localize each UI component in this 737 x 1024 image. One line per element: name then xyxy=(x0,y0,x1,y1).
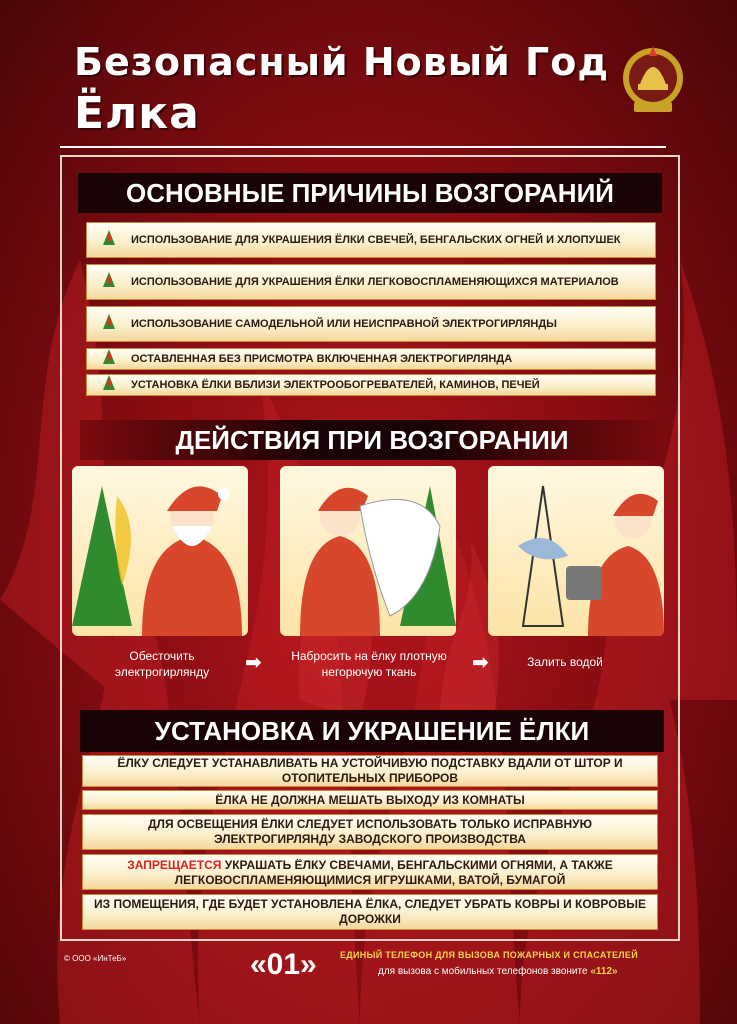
forbid-text: УКРАШАТЬ ЁЛКУ СВЕЧАМИ, БЕНГАЛЬСКИМИ ОГНЯМИ, А ТАКЖЕ ЛЕГКОВОСПЛАМЕНЯЮЩИМИСЯ ИГРУШКАМИ, ВАТОЙ, БУМАГОЙ xyxy=(174,858,613,887)
santa-unplug-icon xyxy=(72,466,248,636)
poster-number: «01» xyxy=(250,948,317,981)
flame-tree-icon xyxy=(100,271,118,289)
title-divider xyxy=(60,146,666,148)
install-rule-forbid xyxy=(82,854,658,890)
action-caption-3: Залить водой xyxy=(527,655,603,669)
action-illustration-cover xyxy=(280,466,456,636)
flame-tree-icon xyxy=(100,348,118,366)
cause-text: ИСПОЛЬЗОВАНИЕ САМОДЕЛЬНОЙ ИЛИ НЕИСПРАВНОЙ ЭЛЕКТРОГИРЛЯНДЫ xyxy=(131,318,557,330)
emergency-phone-line: ЕДИНЫЙ ТЕЛЕФОН ДЛЯ ВЫЗОВА ПОЖАРНЫХ И СПАСАТЕЛЕЙ xyxy=(340,950,638,960)
mobile-phone-number: «112» xyxy=(590,966,618,977)
cause-item xyxy=(86,374,656,396)
action-caption-2: Набросить на ёлку плотную негорючую ткань xyxy=(291,649,447,679)
actions-heading: ДЕЙСТВИЯ ПРИ ВОЗГОРАНИИ xyxy=(80,420,664,460)
action-caption-1: Обесточить электрогирлянду xyxy=(114,649,210,679)
copyright: © ООО «ИнТеБ» xyxy=(64,954,127,963)
cause-item xyxy=(86,306,656,342)
cause-text: ИСПОЛЬЗОВАНИЕ ДЛЯ УКРАШЕНИЯ ЁЛКИ ЛЕГКОВОСПЛАМЕНЯЮЩИХСЯ МАТЕРИАЛОВ xyxy=(131,276,619,288)
santa-cover-tree-icon xyxy=(280,466,456,636)
install-rule: ИЗ ПОМЕЩЕНИЯ, ГДЕ БУДЕТ УСТАНОВЛЕНА ЁЛКА, СЛЕДУЕТ УБРАТЬ КОВРЫ И КОВРОВЫЕ ДОРОЖКИ xyxy=(82,894,658,930)
flame-tree-icon xyxy=(100,374,118,392)
cause-text: ОСТАВЛЕННАЯ БЕЗ ПРИСМОТРА ВКЛЮЧЕННАЯ ЭЛЕКТРОГИРЛЯНДА xyxy=(131,353,513,365)
action-illustration-water xyxy=(488,466,664,636)
cause-item xyxy=(86,348,656,370)
causes-heading: ОСНОВНЫЕ ПРИЧИНЫ ВОЗГОРАНИЙ xyxy=(78,173,662,213)
install-rule: ЁЛКУ СЛЕДУЕТ УСТАНАВЛИВАТЬ НА УСТОЙЧИВУЮ ПОДСТАВКУ ВДАЛИ ОТ ШТОР И ОТОПИТЕЛЬНЫХ ПРИБОРОВ xyxy=(82,755,658,787)
install-rule: ДЛЯ ОСВЕЩЕНИЯ ЁЛКИ СЛЕДУЕТ ИСПОЛЬЗОВАТЬ ТОЛЬКО ИСПРАВНУЮ ЭЛЕКТРОГИРЛЯНДУ ЗАВОДСКОГО ПРОИЗВОДСТВА xyxy=(82,814,658,850)
flame-tree-icon xyxy=(100,313,118,331)
arrow-right-icon: ➡ xyxy=(245,650,262,674)
mobile-phone-text: для вызова с мобильных телефонов звоните xyxy=(378,966,591,977)
cause-text: ИСПОЛЬЗОВАНИЕ ДЛЯ УКРАШЕНИЯ ЁЛКИ СВЕЧЕЙ, БЕНГАЛЬСКИХ ОГНЕЙ И ХЛОПУШЕК xyxy=(131,234,621,246)
mobile-phone-line xyxy=(378,966,618,977)
cause-text: УСТАНОВКА ЁЛКИ ВБЛИЗИ ЭЛЕКТРООБОГРЕВАТЕЛЕЙ, КАМИНОВ, ПЕЧЕЙ xyxy=(131,379,540,391)
arrow-right-icon: ➡ xyxy=(472,650,489,674)
install-rule: ЁЛКА НЕ ДОЛЖНА МЕШАТЬ ВЫХОДУ ИЗ КОМНАТЫ xyxy=(82,790,658,810)
poster-subtitle: Ёлка xyxy=(74,88,200,139)
action-illustration-unplug xyxy=(72,466,248,636)
poster-title: Безопасный Новый Год xyxy=(74,40,610,84)
cause-item xyxy=(86,264,656,300)
flame-tree-icon xyxy=(100,229,118,247)
install-heading: УСТАНОВКА И УКРАШЕНИЕ ЁЛКИ xyxy=(80,710,664,752)
forbid-label: ЗАПРЕЩАЕТСЯ xyxy=(127,858,222,872)
cause-item xyxy=(86,222,656,258)
santa-water-icon xyxy=(488,466,664,636)
fire-society-emblem-icon xyxy=(618,40,688,120)
